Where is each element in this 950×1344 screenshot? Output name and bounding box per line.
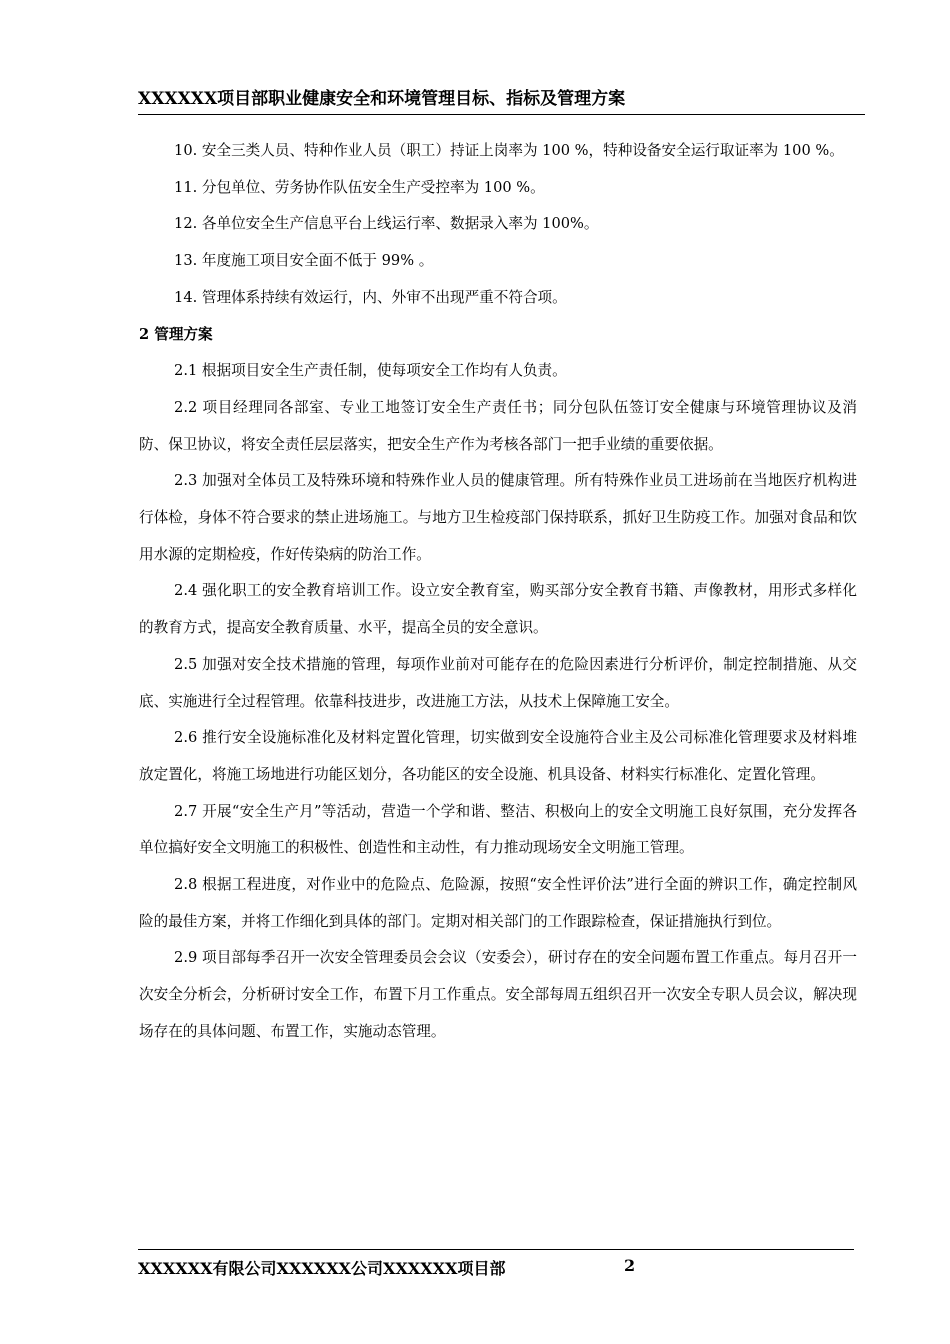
header-divider	[138, 114, 865, 115]
footer-company: XXXXXX有限公司XXXXXX公司XXXXXX项目部	[138, 1259, 506, 1278]
document-body	[139, 133, 857, 1051]
footer-divider	[138, 1249, 854, 1250]
paragraph-2-1: 2.1 根据项目安全生产责任制，使每项安全工作均有人负责。	[174, 362, 567, 380]
paragraph-2-5: 2.5 加强对安全技术措施的管理，每项作业前对可能存在的危险因素进行分析评价，制定控制措施、从交底、实施进行全过程管理。依靠科技进步，改进施工方法，从技术上保障施工安全。	[139, 655, 857, 710]
paragraph-2-7: 2.7 开展“安全生产月”等活动，营造一个学和谐、整洁、积极向上的安全文明施工良好氛围，充分发挥各单位搞好安全文明施工的积极性、创造性和主动性，有力推动现场安全文明施工管理。	[139, 802, 857, 857]
page-number: 2	[624, 1256, 636, 1275]
section-heading-management-plan: 2 管理方案	[139, 325, 213, 343]
page-header-title: XXXXXX项目部职业健康安全和环境管理目标、指标及管理方案	[138, 89, 626, 109]
list-item-12: 12. 各单位安全生产信息平台上线运行率、数据录入率为 100%。	[174, 215, 599, 233]
paragraph-2-4: 2.4 强化职工的安全教育培训工作。设立安全教育室，购买部分安全教育书籍、声像教材，用形式多样化的教育方式，提高安全教育质量、水平，提高全员的安全意识。	[139, 582, 857, 637]
list-item-14: 14. 管理体系持续有效运行，内、外审不出现严重不符合项。	[174, 288, 567, 306]
paragraph-2-9: 2.9 项目部每季召开一次安全管理委员会会议（安委会），研讨存在的安全问题布置工作重点。每月召开一次安全分析会，分析研讨安全工作，布置下月工作重点。安全部每周五组织召开一次安全专职人员会议，解决现场存在的具体问题、布置工作，实施动态管理。	[139, 949, 857, 1040]
list-item-10: 10. 安全三类人员、特种作业人员（职工）持证上岗率为 100 %，特种设备安全运行取证率为 100 %。	[174, 142, 844, 159]
paragraph-2-2: 2.2 项目经理同各部室、专业工地签订安全生产责任书；同分包队伍签订安全健康与环境管理协议及消防、保卫协议，将安全责任层层落实，把安全生产作为考核各部门一把手业绩的重要依据。	[139, 398, 857, 453]
list-item-13: 13. 年度施工项目安全面不低于 99% 。	[174, 252, 434, 270]
paragraph-2-6: 2.6 推行安全设施标准化及材料定置化管理，切实做到安全设施符合业主及公司标准化管理要求及材料堆放定置化，将施工场地进行功能区划分，各功能区的安全设施、机具设备、材料实行标准化、定置化管理。	[139, 729, 857, 783]
paragraph-2-3: 2.3 加强对全体员工及特殊环境和特殊作业人员的健康管理。所有特殊作业员工进场前在当地医疗机构进行体检，身体不符合要求的禁止进场施工。与地方卫生检疫部门保持联系，抓好卫生防疫工作。加强对食品和饮用水源的定期检疫，作好传染病的防治工作。	[139, 472, 857, 563]
paragraph-2-8: 2.8 根据工程进度，对作业中的危险点、危险源，按照“安全性评价法”进行全面的辨识工作，确定控制风险的最佳方案，并将工作细化到具体的部门。定期对相关部门的工作跟踪检查，保证措施执行到位。	[139, 876, 857, 930]
list-item-11: 11. 分包单位、劳务协作队伍安全生产受控率为 100 %。	[174, 178, 545, 196]
